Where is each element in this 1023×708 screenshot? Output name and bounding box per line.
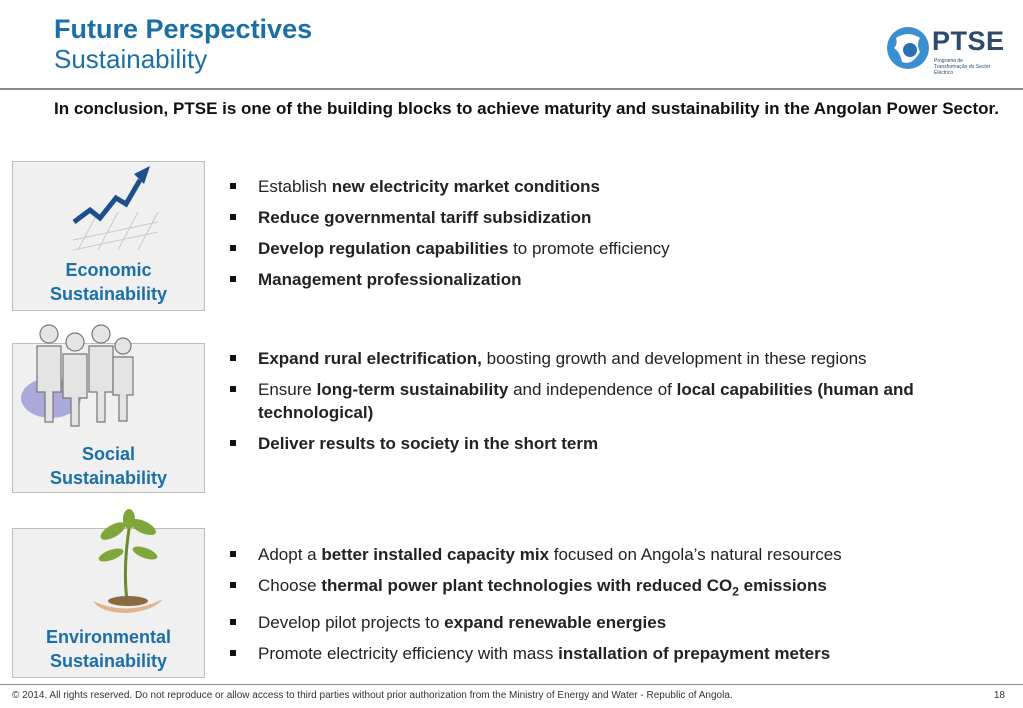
bullet-text-run: local capabilities (human and technological) [258,380,914,422]
slide-title: Future Perspectives [54,14,313,44]
bullet-text-run: thermal power plant technologies with reduced CO [321,576,733,595]
bullet-item [228,237,998,260]
bullet-text-run: Establish [258,177,332,196]
bullet-text-run: 2 [732,584,739,599]
ptse-logo-icon [886,22,930,76]
rising-chart-icon [68,162,163,252]
conclusion-text: In conclusion, PTSE is one of the building blocks to achieve maturity and sustainability in the Angolan Power Sector. [54,99,999,118]
economic-label-line1: Economic [65,260,152,280]
social-label [13,442,204,490]
bullet-text-run: focused on Angola’s natural resources [549,545,842,564]
bullet-item [228,611,998,634]
social-panel [12,343,205,493]
bullet-text-run: boosting growth and development in these regions [481,349,867,368]
slide-subtitle: Sustainability [54,44,208,74]
social-bullets [228,347,998,463]
bullet-text-run: Adopt a [258,545,322,564]
bullet-item [228,642,998,665]
bullet-text-run: Promote electricity efficiency with mass [258,644,559,664]
page-number: 18 [993,690,1005,701]
bullet-item [228,378,998,424]
social-label-line2: Sustainability [49,468,168,488]
bullet-item [228,268,998,291]
logo-subtext: Programa de Transformação do Sector Eléctrico [934,58,991,76]
bullet-text-run: to promote efficiency [508,239,670,258]
environmental-label [13,625,204,673]
people-group-icon [13,322,143,432]
bullet-text-run: Develop regulation capabilities [258,239,509,258]
bullet-text-run: Reduce governmental tariff subsidization [258,208,592,227]
bullet-item [228,432,998,455]
logo-text: PTSE [932,26,1005,56]
ptse-logo [886,22,1006,78]
bullet-text-run: installation of prepayment meters [558,644,831,664]
bullet-text-run: Ensure [258,380,317,399]
header-divider [0,88,1023,90]
bullet-text-run: Management professionalization [258,270,522,289]
bullet-text-run: emissions [738,576,827,595]
footer-divider [0,684,1023,685]
bullet-item [228,206,998,229]
bullet-text-run: Choose [258,576,322,595]
social-label-line1: Social [81,444,136,464]
economic-label-line2: Sustainability [49,284,168,304]
bullet-text-run: Expand rural electrification, [258,349,482,368]
bullet-text-run: long-term sustainability [316,380,509,399]
bullet-text-run: new electricity market conditions [331,177,601,196]
bullet-text-run: expand renewable energies [444,613,667,633]
bullet-item [228,543,998,566]
bullet-text-run: and independence of [508,380,677,399]
environmental-label-line1: Environmental [45,627,172,647]
environmental-panel [12,528,205,678]
bullet-text-run: better installed capacity mix [321,545,550,564]
bullet-text-run: Develop pilot projects to [258,613,445,633]
bullet-item [228,175,998,198]
bullet-text-run: Deliver results to society in the short term [258,434,599,453]
slide-title-block [54,14,312,73]
seedling-hands-icon [83,509,173,619]
bullet-item [228,347,998,370]
environmental-bullets [228,543,998,673]
economic-bullets [228,175,998,299]
environmental-label-line2: Sustainability [49,651,168,671]
footer-copyright: © 2014. All rights reserved. Do not reproduce or allow access to third parties without prior authorization from the Ministry of Energy and Water - Republic of Angola. [12,690,733,701]
economic-label [13,258,204,306]
bullet-item [228,574,998,603]
economic-panel [12,161,205,311]
